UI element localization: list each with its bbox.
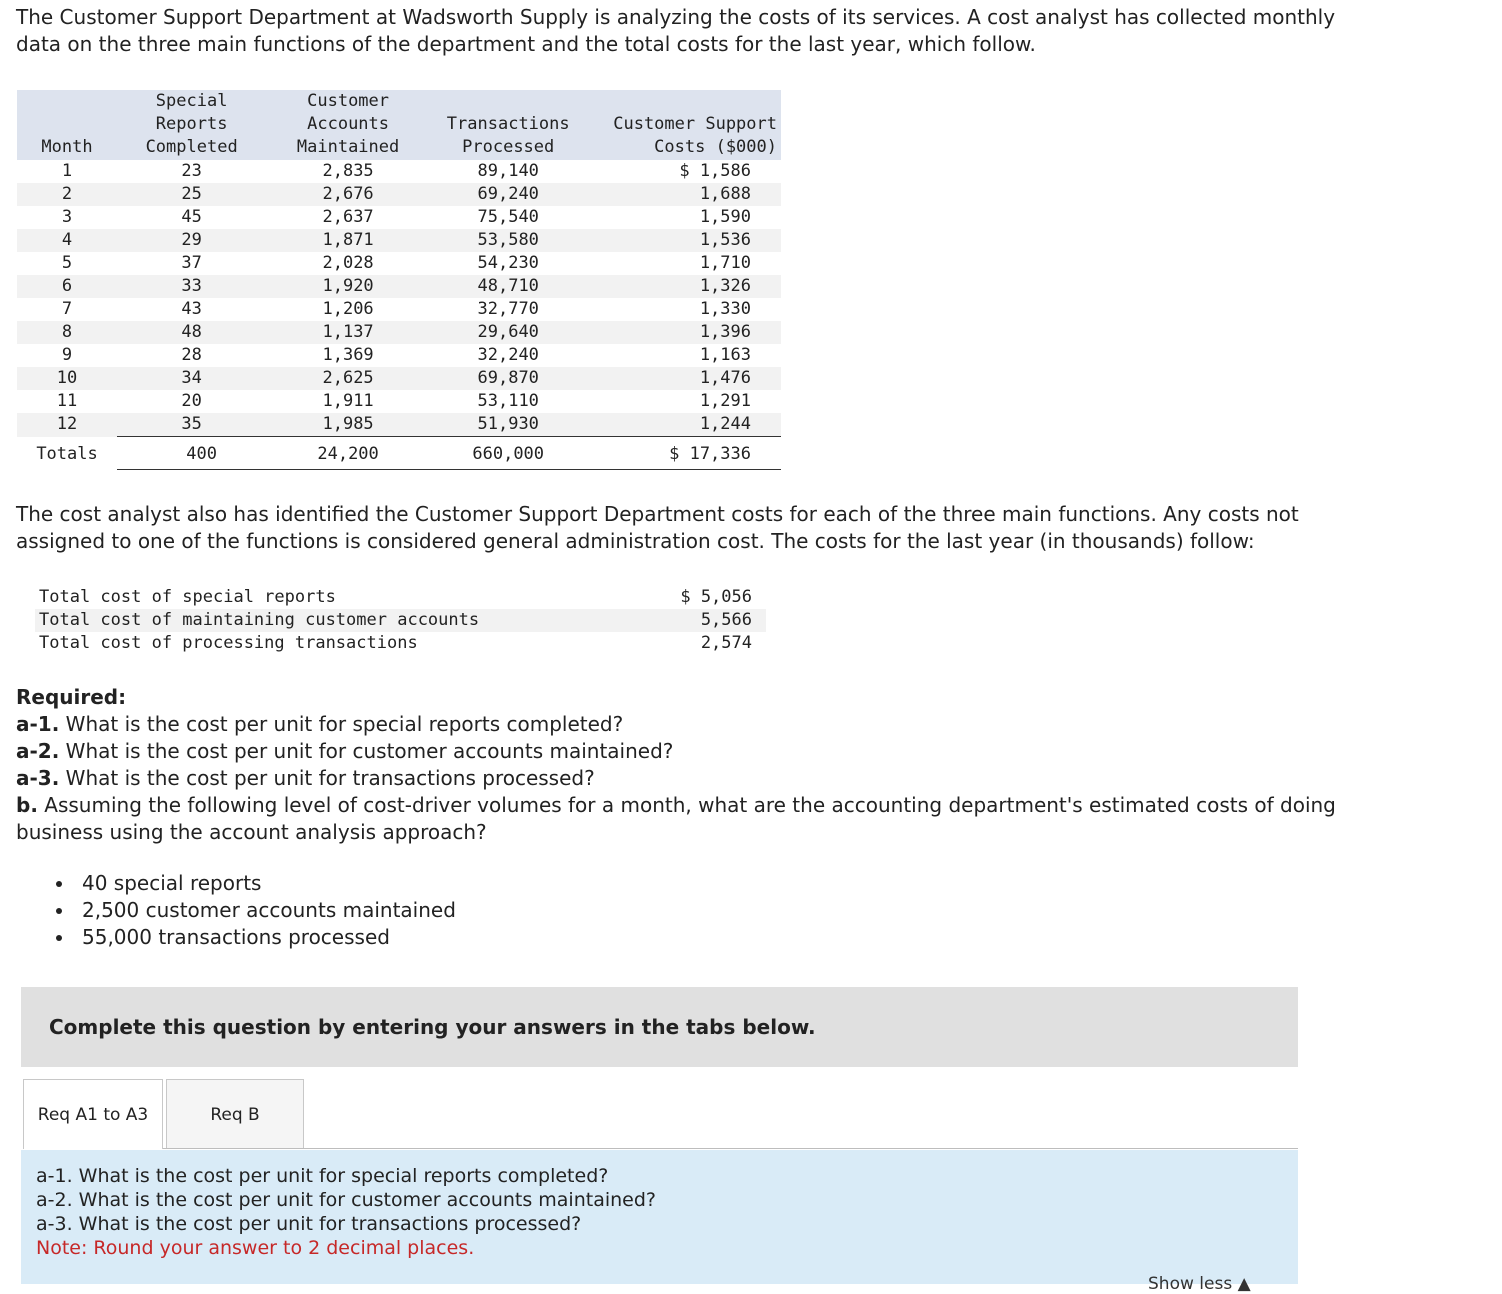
tab-req-b[interactable]	[166, 1079, 304, 1149]
totals-label: Totals	[17, 437, 117, 470]
table-row	[17, 344, 781, 367]
special-reports-cell: 48	[117, 321, 266, 344]
panel-question-a1: a-1. What is the cost per unit for special reports completed?	[36, 1165, 609, 1187]
question-a2: a-2. What is the cost per unit for customer accounts maintained?	[16, 739, 674, 763]
table-row	[17, 367, 781, 390]
month-cell: 7	[17, 298, 117, 321]
header-special-reports: Special Reports Completed	[117, 90, 266, 160]
cost-label: Total cost of maintaining customer accounts	[35, 609, 644, 632]
table-row	[17, 298, 781, 321]
table-row	[17, 390, 781, 413]
support-costs-cell: 1,163	[586, 344, 781, 367]
function-costs-table	[35, 586, 766, 655]
totals-support-costs: $ 17,336	[586, 437, 781, 470]
banner-text: Complete this question by entering your answers in the tabs below.	[49, 1015, 816, 1039]
special-reports-cell: 45	[117, 206, 266, 229]
transactions-cell: 69,240	[430, 183, 587, 206]
header-transactions: Transactions Processed	[430, 90, 587, 160]
show-less-toggle[interactable]: Show less ▲	[1148, 1274, 1251, 1294]
customer-accounts-cell: 2,637	[266, 206, 430, 229]
header-support-costs: Customer Support Costs ($000)	[586, 90, 781, 160]
customer-accounts-cell: 1,985	[266, 413, 430, 437]
question-a1: a-1. What is the cost per unit for special reports completed?	[16, 712, 624, 736]
intro-text	[16, 4, 1476, 58]
cost-value: $ 5,056	[680, 587, 752, 607]
required-heading: Required:	[16, 685, 127, 709]
month-cell: 3	[17, 206, 117, 229]
tab-label: Req A1 to A3	[37, 1104, 149, 1125]
month-cell: 6	[17, 275, 117, 298]
month-cell: 1	[17, 160, 117, 183]
header-month: Month	[17, 90, 117, 160]
intro-line-1: The Customer Support Department at Wadsworth Supply is analyzing the costs of its services. A cost analyst has collected monthly	[16, 5, 1336, 29]
header-customer-accounts: Customer Accounts Maintained	[266, 90, 430, 160]
support-costs-cell: 1,688	[586, 183, 781, 206]
special-reports-cell: 34	[117, 367, 266, 390]
special-reports-cell: 43	[117, 298, 266, 321]
support-costs-cell: 1,710	[586, 252, 781, 275]
customer-accounts-cell: 1,871	[266, 229, 430, 252]
special-reports-cell: 28	[117, 344, 266, 367]
table-row	[17, 321, 781, 344]
month-cell: 12	[17, 413, 117, 437]
customer-accounts-cell: 1,206	[266, 298, 430, 321]
table-row	[17, 275, 781, 298]
transactions-cell: 32,240	[430, 344, 587, 367]
customer-accounts-cell: 2,028	[266, 252, 430, 275]
table-row	[17, 183, 781, 206]
month-cell: 11	[17, 390, 117, 413]
totals-customer-accounts: 24,200	[266, 437, 430, 470]
month-cell: 4	[17, 229, 117, 252]
totals-special-reports: 400	[117, 437, 266, 470]
tab-divider	[163, 1148, 1298, 1149]
table-row	[17, 413, 781, 437]
transactions-cell: 69,870	[430, 367, 587, 390]
question-a3: a-3. What is the cost per unit for transactions processed?	[16, 766, 595, 790]
transactions-cell: 32,770	[430, 298, 587, 321]
panel-questions	[36, 1164, 656, 1260]
support-costs-cell: 1,291	[586, 390, 781, 413]
month-cell: 2	[17, 183, 117, 206]
support-costs-cell: 1,590	[586, 206, 781, 229]
panel-question-a2: a-2. What is the cost per unit for customer accounts maintained?	[36, 1189, 657, 1211]
monthly-data-table	[17, 90, 781, 470]
table-body	[17, 160, 781, 437]
cost-value: 2,574	[700, 633, 752, 653]
customer-accounts-cell: 2,625	[266, 367, 430, 390]
customer-accounts-cell: 1,137	[266, 321, 430, 344]
list-item: 55,000 transactions processed	[48, 924, 456, 951]
rounding-note: Note: Round your answer to 2 decimal places.	[36, 1237, 475, 1259]
support-costs-cell: $ 1,586	[586, 160, 781, 183]
customer-accounts-cell: 2,835	[266, 160, 430, 183]
transactions-cell: 29,640	[430, 321, 587, 344]
month-cell: 10	[17, 367, 117, 390]
transactions-cell: 51,930	[430, 413, 587, 437]
totals-row	[17, 437, 781, 470]
cost-label: Total cost of special reports	[39, 587, 336, 607]
intro-line-2: data on the three main functions of the department and the total costs for the last year, which follow.	[16, 32, 1036, 56]
cost-row	[35, 632, 766, 655]
cost-label: Total cost of processing transactions	[39, 633, 418, 653]
question-b: b. Assuming the following level of cost-driver volumes for a month, what are the accounting department's estimated costs of doing	[16, 793, 1336, 817]
special-reports-cell: 20	[117, 390, 266, 413]
special-reports-cell: 25	[117, 183, 266, 206]
instructions-banner	[21, 987, 1298, 1067]
transactions-cell: 75,540	[430, 206, 587, 229]
tab-label: Req B	[210, 1104, 260, 1125]
cost-value: 5,566	[644, 609, 766, 632]
customer-accounts-cell: 2,676	[266, 183, 430, 206]
customer-accounts-cell: 1,911	[266, 390, 430, 413]
special-reports-cell: 37	[117, 252, 266, 275]
month-cell: 8	[17, 321, 117, 344]
support-costs-cell: 1,244	[586, 413, 781, 437]
special-reports-cell: 23	[117, 160, 266, 183]
totals-transactions: 660,000	[430, 437, 587, 470]
transactions-cell: 54,230	[430, 252, 587, 275]
cost-driver-volumes-list	[48, 870, 456, 951]
para2-line-1: The cost analyst also has identified the Customer Support Department costs for each of the three main functions. Any costs not	[16, 502, 1299, 526]
answer-panel	[21, 1150, 1298, 1294]
table-row	[17, 229, 781, 252]
tab-req-a1-to-a3[interactable]	[23, 1079, 163, 1149]
question-b-continued: business using the account analysis approach?	[16, 820, 487, 844]
support-costs-cell: 1,396	[586, 321, 781, 344]
special-reports-cell: 35	[117, 413, 266, 437]
cost-row	[35, 586, 766, 609]
list-item: 40 special reports	[48, 870, 456, 897]
table-header-row	[17, 90, 781, 160]
support-costs-cell: 1,326	[586, 275, 781, 298]
required-section	[16, 684, 1476, 846]
function-costs-intro	[16, 501, 1476, 555]
cost-row	[35, 609, 766, 632]
month-cell: 5	[17, 252, 117, 275]
table-row	[17, 252, 781, 275]
transactions-cell: 53,110	[430, 390, 587, 413]
customer-accounts-cell: 1,369	[266, 344, 430, 367]
support-costs-cell: 1,476	[586, 367, 781, 390]
transactions-cell: 48,710	[430, 275, 587, 298]
transactions-cell: 89,140	[430, 160, 587, 183]
panel-question-a3: a-3. What is the cost per unit for transactions processed?	[36, 1213, 582, 1235]
customer-accounts-cell: 1,920	[266, 275, 430, 298]
table-row	[17, 160, 781, 183]
special-reports-cell: 29	[117, 229, 266, 252]
para2-line-2: assigned to one of the functions is considered general administration cost. The costs for the last year (in thousands) follow:	[16, 529, 1255, 553]
support-costs-cell: 1,536	[586, 229, 781, 252]
month-cell: 9	[17, 344, 117, 367]
special-reports-cell: 33	[117, 275, 266, 298]
table-row	[17, 206, 781, 229]
support-costs-cell: 1,330	[586, 298, 781, 321]
list-item: 2,500 customer accounts maintained	[48, 897, 456, 924]
transactions-cell: 53,580	[430, 229, 587, 252]
